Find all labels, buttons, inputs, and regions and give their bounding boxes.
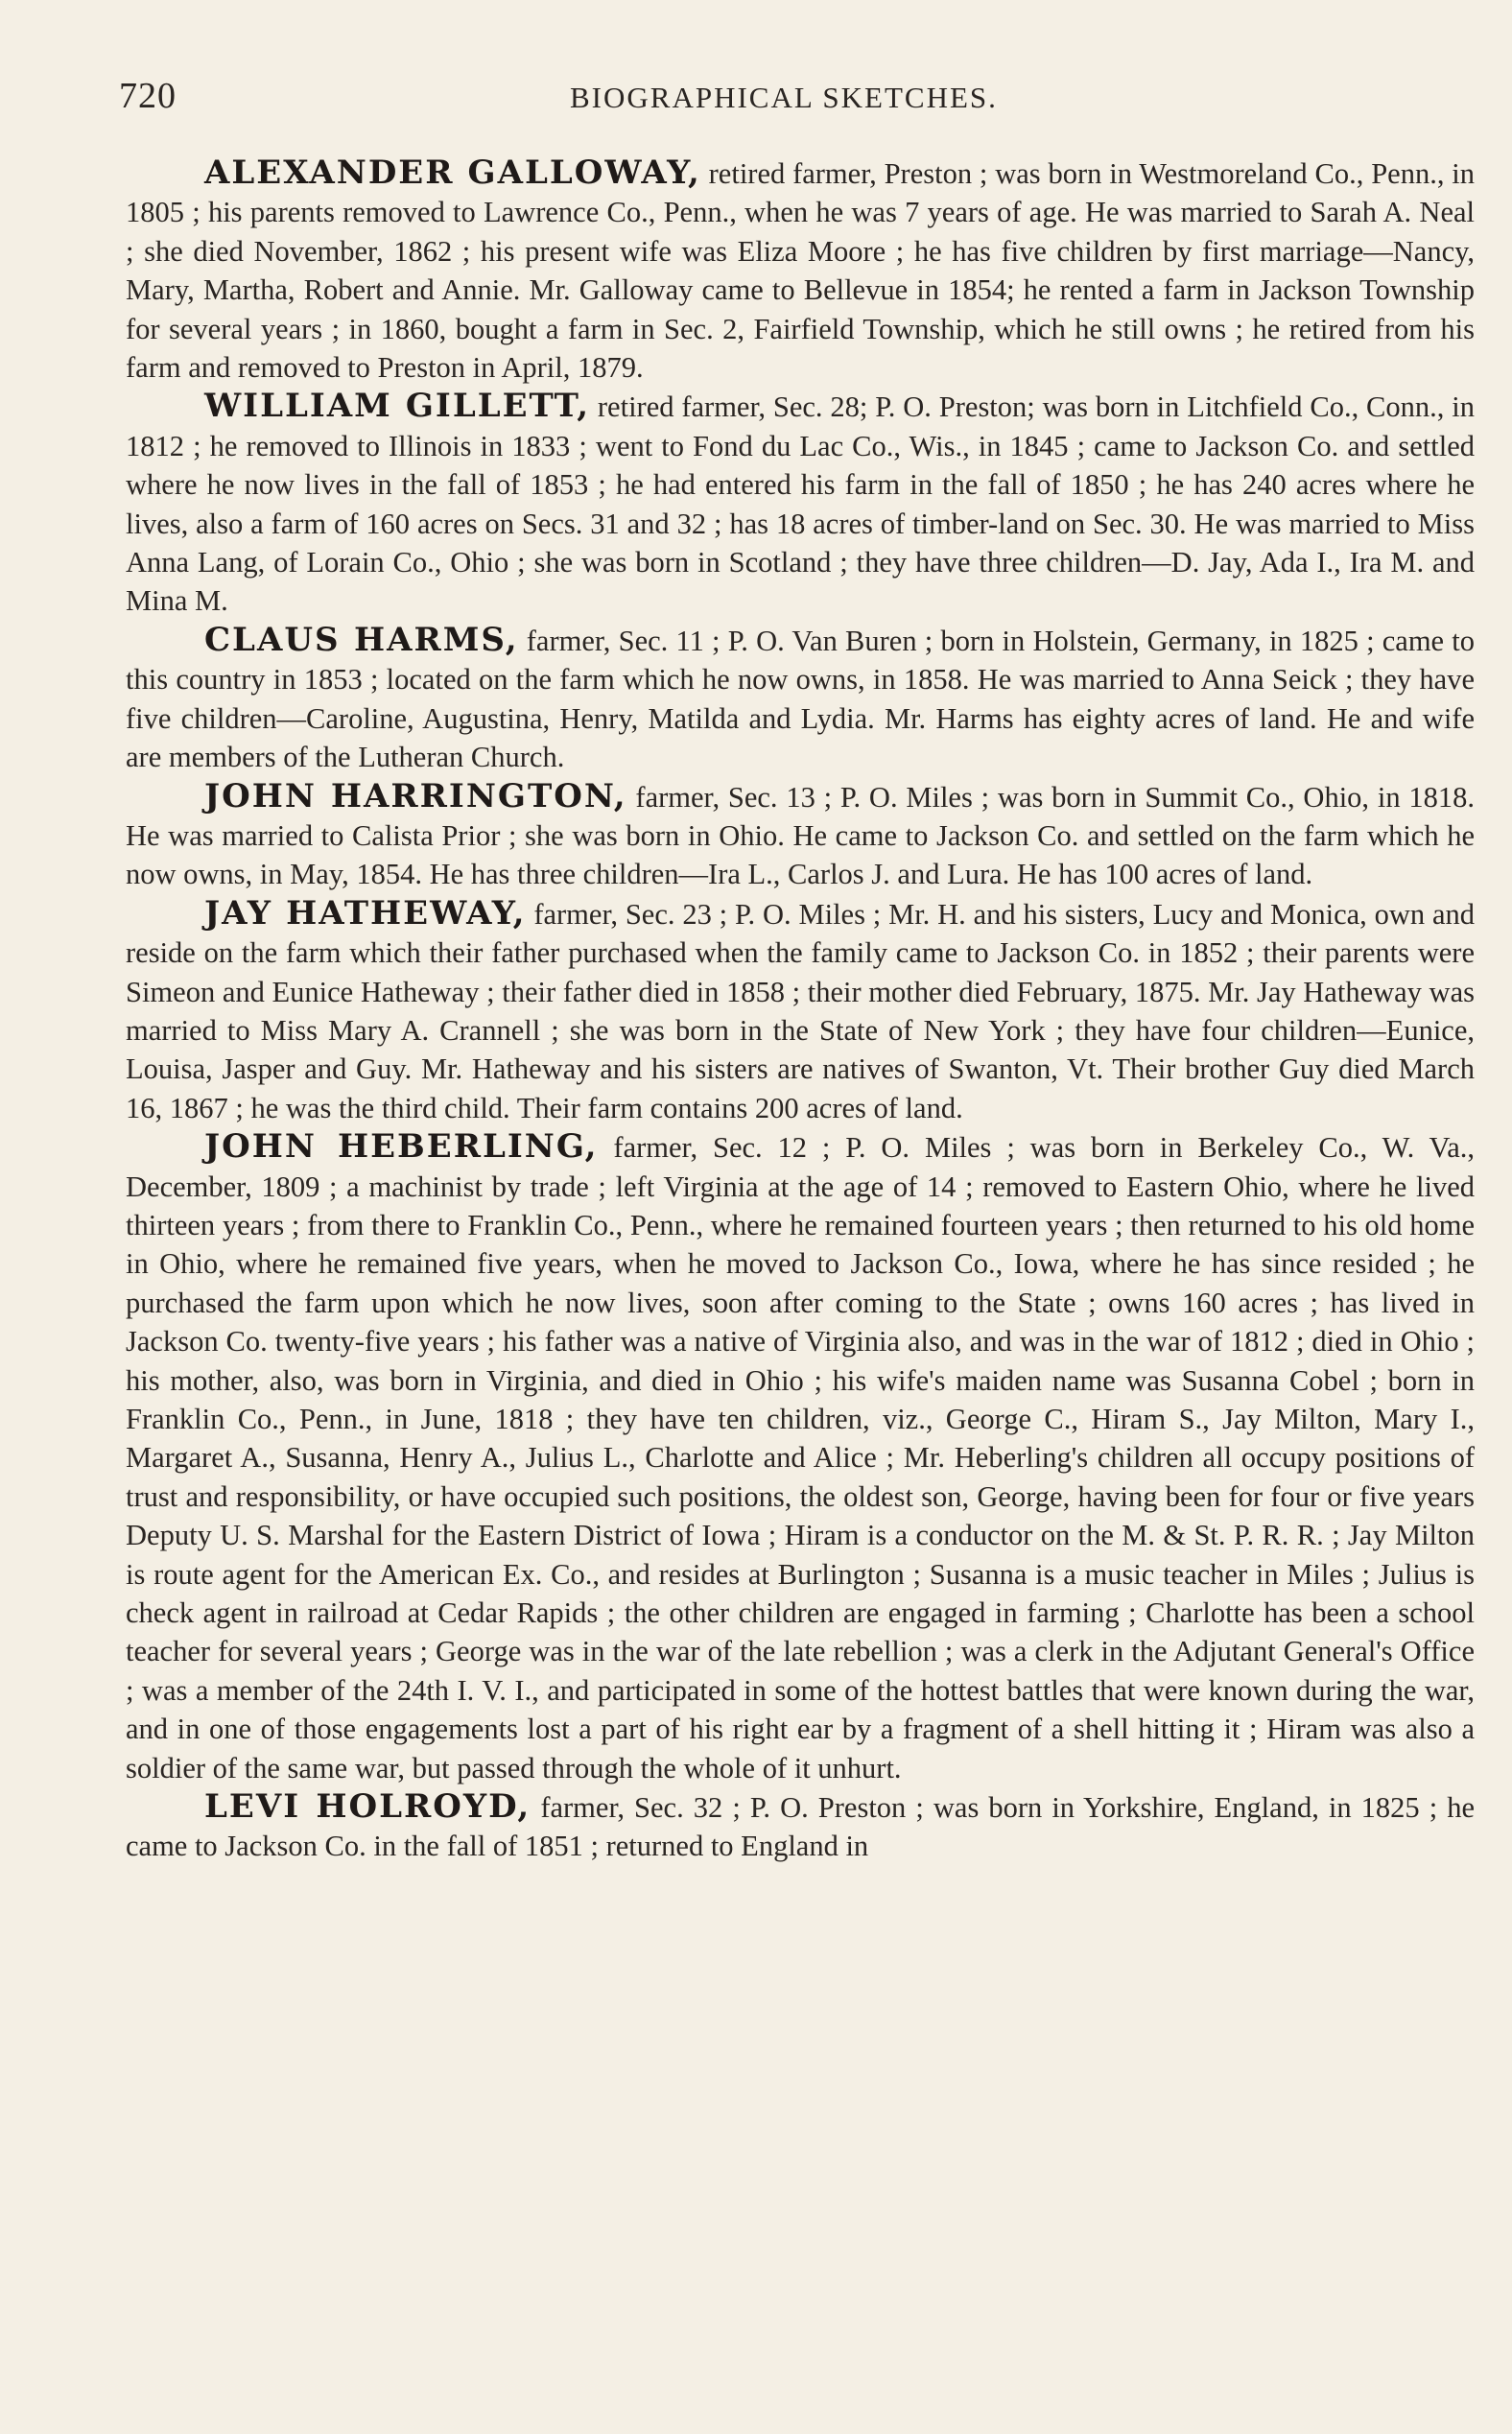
sketch-name: JOHN HARRINGTON, <box>204 776 627 815</box>
sketch-text: retired farmer, Preston ; was born in Westmoreland Co., Penn., in 1805 ; his parents removed to Lawrence Co., Penn., when he was 7 years of age. He was married to Sarah A. Neal ; she died November, 1862 ; his present wife was Eliza Moore ; he has five children by first marriage—Nancy, Mary, Martha, Robert and Annie. Mr. Galloway came to Bellevue in 1854; he rented a farm in Jackson Township for several years ; in 1860, bought a farm in Sec. 2, Fairfield Township, which he still owns ; he retired from his farm and removed to Preston in April, 1879. <box>126 157 1476 385</box>
sketch-john-harrington <box>126 777 1475 894</box>
sketch-text: retired farmer, Sec. 28; P. O. Preston; was born in Litchfield Co., Conn., in 1812 ; he removed to Illinois in 1833 ; went to Fond du Lac Co., Wis., in 1845 ; came to Jackson Co. and settled where he now lives in the fall of 1853 ; he had entered his farm in the fall of 1850 ; he has 240 acres where he lives, also a farm of 160 acres on Secs. 31 and 32 ; has 18 acres of timber-land on Sec. 30. He was married to Miss Anna Lang, of Lorain Co., Ohio ; she was born in Scotland ; they have three children—D. Jay, Ada I., Ira M. and Mina M. <box>126 390 1475 618</box>
sketch-william-gillett <box>126 387 1475 620</box>
sketch-jay-hatheway <box>126 894 1475 1127</box>
sketch-name: JAY HATHEWAY, <box>204 893 527 933</box>
sketch-john-heberling <box>126 1127 1475 1787</box>
sketch-text: farmer, Sec. 12 ; P. O. Miles ; was born in Berkeley Co., W. Va., December, 1809 ; a machinist by trade ; left Virginia at the age of 14 ; removed to Eastern Ohio, where he lived thirteen years ; from there to Franklin Co., Penn., where he remained fourteen years ; then returned to his old home in Ohio, where he remained five years, when he moved to Jackson Co., Iowa, where he has since resided ; he purchased the farm upon which he now lives, soon after coming to the State ; owns 160 acres ; has lived in Jackson Co. twenty-five years ; his father was a native of Virginia also, and was in the war of 1812 ; died in Ohio ; his mother, also, was born in Virginia, and died in Ohio ; his wife's maiden name was Susanna Cobel ; born in Franklin Co., Penn., in June, 1818 ; they have ten children, viz., George C., Hiram S., Jay Milton, Mary I., Margaret A., Susanna, Henry A., Julius L., Charlotte and Alice ; Mr. Heberling's children all occupy positions of trust and responsibility, or have occupied such positions, the oldest son, George, having been for four or five years Deputy U. S. Marshal for the Eastern District of Iowa ; Hiram is a conductor on the M. & St. P. R. R. ; Jay Milton is route agent for the American Ex. Co., and resides at Burlington ; Susanna is a music teacher in Miles ; Julius is check agent in railroad at Cedar Rapids ; the other children are engaged in farming ; Charlotte has been a school teacher for several years ; George was in the war of the late rebellion ; was a clerk in the Adjutant General's Office ; was a member of the 24th I. V. I., and participated in some of the hottest battles that were known during the war, and in one of those engagements lost a part of his right ear by a fragment of a shell hitting it ; Hiram was also a soldier of the same war, but passed through the whole of it unhurt. <box>126 1131 1475 1784</box>
sketch-name: WILLIAM GILLETT, <box>204 387 591 426</box>
sketch-text: farmer, Sec. 32 ; P. O. Preston ; was born in Yorkshire, England, in 1825 ; he came to Jackson Co. in the fall of 1851 ; returned to England in <box>126 1791 1476 1863</box>
sketch-text: farmer, Sec. 13 ; P. O. Miles ; was born in Summit Co., Ohio, in 1818. He was married to Calista Prior ; she was born in Ohio. He came to Jackson Co. and settled on the farm which he now owns, in May, 1854. He has three children—Ira L., Carlos J. and Lura. He has 100 acres of land. <box>126 780 1475 891</box>
sketch-text: farmer, Sec. 23 ; P. O. Miles ; Mr. H. and his sisters, Lucy and Monica, own and reside on the farm which their father purchased when the family came to Jackson Co. in 1852 ; their parents were Simeon and Eunice Hatheway ; their father died in 1858 ; their mother died February, 1875. Mr. Jay Hatheway was married to Miss Mary A. Crannell ; she was born in the State of New York ; they have four children—Eunice, Louisa, Jasper and Guy. Mr. Hatheway and his sisters are natives of Swanton, Vt. Their brother Guy died March 16, 1867 ; he was the third child. Their farm contains 200 acres of land. <box>126 897 1475 1124</box>
page-header <box>119 75 1419 123</box>
sketch-claus-harms <box>126 621 1475 777</box>
page-number: 720 <box>119 76 177 116</box>
sketch-name: LEVI HOLROYD, <box>204 1787 532 1827</box>
sketch-name: ALEXANDER GALLOWAY, <box>204 154 701 192</box>
page-body <box>126 154 1475 1866</box>
sketch-alexander-galloway <box>126 154 1475 387</box>
sketch-text: farmer, Sec. 11 ; P. O. Van Buren ; born in Holstein, Germany, in 1825 ; came to this country in 1853 ; located on the farm which he now owns, in 1858. He was married to Anna Seick ; they have five children—Caroline, Augustina, Henry, Matilda and Lydia. Mr. Harms has eighty acres of land. He and wife are members of the Lutheran Church. <box>126 624 1476 774</box>
sketch-name: JOHN HEBERLING, <box>204 1127 599 1167</box>
running-head: BIOGRAPHICAL SKETCHES. <box>570 81 998 114</box>
sketch-levi-holroyd <box>126 1787 1475 1866</box>
sketch-name: CLAUS HARMS, <box>204 620 519 659</box>
